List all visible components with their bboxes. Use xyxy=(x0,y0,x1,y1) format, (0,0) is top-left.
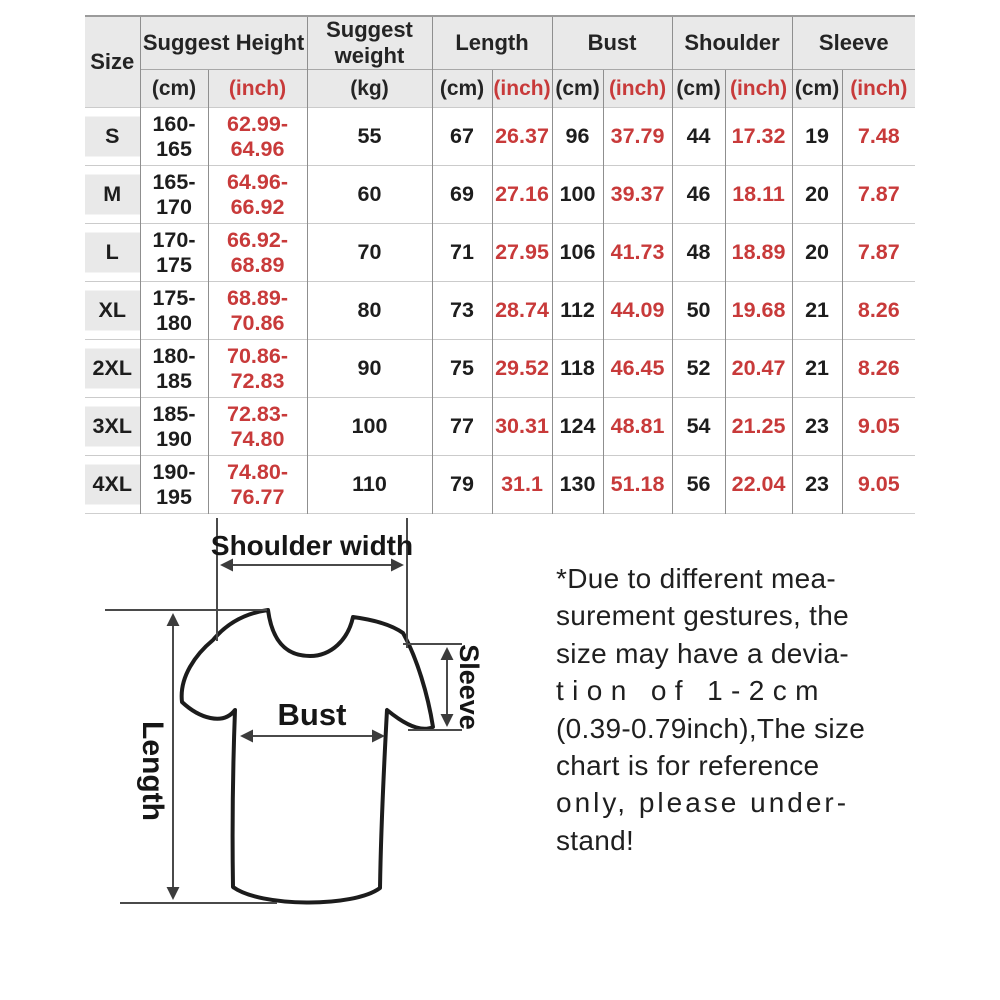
note-line: *Due to different mea- xyxy=(556,563,837,594)
measurement-cell: 60 xyxy=(307,166,432,224)
measurement-cell: 64.96-66.92 xyxy=(208,166,307,224)
measurement-cell: 80 xyxy=(307,282,432,340)
measurement-cell: 18.11 xyxy=(725,166,792,224)
measurement-cell: 130 xyxy=(552,456,603,514)
measurement-cell: 51.18 xyxy=(603,456,672,514)
measurement-cell: 124 xyxy=(552,398,603,456)
unit-header-height-cm: (cm) xyxy=(140,70,208,108)
measurement-cell: 21 xyxy=(792,282,842,340)
measurement-cell: 41.73 xyxy=(603,224,672,282)
table-row xyxy=(85,340,915,398)
measurement-cell: 21 xyxy=(792,340,842,398)
table-row xyxy=(85,166,915,224)
note-line: surement gestures, the xyxy=(556,600,849,632)
size-cell: 3XL xyxy=(85,398,140,456)
size-chart-table xyxy=(85,15,915,514)
bust-label: Bust xyxy=(277,697,347,732)
column-header-size: Size xyxy=(85,16,140,108)
shoulder-width-label: Shoulder width xyxy=(210,530,414,561)
measurement-cell: 68.89-70.86 xyxy=(208,282,307,340)
measurement-cell: 8.26 xyxy=(842,340,915,398)
size-cell: 2XL xyxy=(85,340,140,398)
measurement-cell: 160-165 xyxy=(140,108,208,166)
sleeve-label: Sleeve xyxy=(453,644,484,730)
measurement-cell: 29.52 xyxy=(492,340,552,398)
note-line: (0.39-0.79inch),The size xyxy=(556,712,866,744)
measurement-cell: 55 xyxy=(307,108,432,166)
unit-header-bust-inch: (inch) xyxy=(603,70,672,108)
note-line: only, please under- xyxy=(556,787,850,819)
measurement-cell: 27.16 xyxy=(492,166,552,224)
unit-header-length-cm: (cm) xyxy=(432,70,492,108)
measurement-cell: 7.87 xyxy=(842,224,915,282)
measurement-cell: 73 xyxy=(432,282,492,340)
measurement-cell: 20.47 xyxy=(725,340,792,398)
measurement-cell: 7.87 xyxy=(842,166,915,224)
measurement-cell: 62.99-64.96 xyxy=(208,108,307,166)
table-row xyxy=(85,224,915,282)
size-cell: XL xyxy=(85,282,140,340)
measurement-cell: 185-190 xyxy=(140,398,208,456)
measurement-cell: 46.45 xyxy=(603,340,672,398)
note-line: stand! xyxy=(556,824,635,856)
measurement-cell: 44 xyxy=(672,108,725,166)
measurement-cell: 165-170 xyxy=(140,166,208,224)
measurement-cell: 28.74 xyxy=(492,282,552,340)
measurement-cell: 9.05 xyxy=(842,456,915,514)
measurement-cell: 180-185 xyxy=(140,340,208,398)
unit-header-bust-cm: (cm) xyxy=(552,70,603,108)
measurement-cell: 70 xyxy=(307,224,432,282)
note-line: chart is for reference xyxy=(556,750,820,782)
measurement-cell: 44.09 xyxy=(603,282,672,340)
measurement-cell: 110 xyxy=(307,456,432,514)
measurement-cell: 22.04 xyxy=(725,456,792,514)
measurement-cell: 79 xyxy=(432,456,492,514)
measurement-cell: 9.05 xyxy=(842,398,915,456)
measurement-cell: 27.95 xyxy=(492,224,552,282)
measurement-cell: 23 xyxy=(792,398,842,456)
length-label: Length xyxy=(136,721,170,821)
column-header-suggest-height: Suggest Height xyxy=(140,16,307,70)
measurement-cell: 106 xyxy=(552,224,603,282)
measurement-cell: 77 xyxy=(432,398,492,456)
size-cell: L xyxy=(85,224,140,282)
tshirt-measurement-diagram xyxy=(95,505,520,975)
measurement-cell: 8.26 xyxy=(842,282,915,340)
size-cell: S xyxy=(85,108,140,166)
measurement-cell: 71 xyxy=(432,224,492,282)
measurement-cell: 67 xyxy=(432,108,492,166)
column-header-sleeve: Sleeve xyxy=(792,16,915,70)
measurement-cell: 74.80-76.77 xyxy=(208,456,307,514)
note-line: t i o n o f 1 - 2 c m xyxy=(556,675,819,707)
measurement-cell: 26.37 xyxy=(492,108,552,166)
unit-header-shoulder-cm: (cm) xyxy=(672,70,725,108)
measurement-cell: 18.89 xyxy=(725,224,792,282)
column-header-length: Length xyxy=(432,16,552,70)
table-header xyxy=(85,16,915,108)
measurement-cell: 100 xyxy=(552,166,603,224)
measurement-cell: 21.25 xyxy=(725,398,792,456)
measurement-cell: 72.83-74.80 xyxy=(208,398,307,456)
size-chart-body xyxy=(85,108,915,514)
measurement-cell: 100 xyxy=(307,398,432,456)
size-cell: M xyxy=(85,166,140,224)
unit-header-sleeve-inch: (inch) xyxy=(842,70,915,108)
table-row xyxy=(85,108,915,166)
measurement-cell: 19.68 xyxy=(725,282,792,340)
tshirt-outline xyxy=(182,610,433,903)
column-header-shoulder: Shoulder xyxy=(672,16,792,70)
measurement-cell: 118 xyxy=(552,340,603,398)
measurement-cell: 69 xyxy=(432,166,492,224)
column-header-suggest-weight: Suggest weight xyxy=(307,16,432,70)
measurement-cell: 50 xyxy=(672,282,725,340)
measurement-cell: 52 xyxy=(672,340,725,398)
measurement-cell: 190-195 xyxy=(140,456,208,514)
measurement-cell: 70.86-72.83 xyxy=(208,340,307,398)
measurement-cell: 20 xyxy=(792,166,842,224)
measurement-cell: 23 xyxy=(792,456,842,514)
measurement-cell: 54 xyxy=(672,398,725,456)
measurement-cell: 48.81 xyxy=(603,398,672,456)
measurement-cell: 7.48 xyxy=(842,108,915,166)
measurement-cell: 48 xyxy=(672,224,725,282)
unit-header-height-inch: (inch) xyxy=(208,70,307,108)
table-row xyxy=(85,398,915,456)
table-row xyxy=(85,282,915,340)
measurement-cell: 46 xyxy=(672,166,725,224)
measurement-note xyxy=(556,560,874,859)
measurement-cell: 112 xyxy=(552,282,603,340)
measurement-cell: 39.37 xyxy=(603,166,672,224)
measurement-cell: 175-180 xyxy=(140,282,208,340)
unit-header-sleeve-cm: (cm) xyxy=(792,70,842,108)
measurement-cell: 96 xyxy=(552,108,603,166)
measurement-cell: 90 xyxy=(307,340,432,398)
measurement-cell: 66.92-68.89 xyxy=(208,224,307,282)
measurement-cell: 56 xyxy=(672,456,725,514)
measurement-cell: 170-175 xyxy=(140,224,208,282)
column-header-bust: Bust xyxy=(552,16,672,70)
measurement-cell: 30.31 xyxy=(492,398,552,456)
unit-header-length-inch: (inch) xyxy=(492,70,552,108)
measurement-cell: 20 xyxy=(792,224,842,282)
size-cell: 4XL xyxy=(85,456,140,514)
note-line: size may have a devia- xyxy=(556,637,849,669)
measurement-cell: 17.32 xyxy=(725,108,792,166)
unit-header-weight-kg: (kg) xyxy=(307,70,432,108)
measurement-cell: 37.79 xyxy=(603,108,672,166)
measurement-cell: 31.1 xyxy=(492,456,552,514)
measurement-cell: 75 xyxy=(432,340,492,398)
unit-header-shoulder-inch: (inch) xyxy=(725,70,792,108)
measurement-cell: 19 xyxy=(792,108,842,166)
